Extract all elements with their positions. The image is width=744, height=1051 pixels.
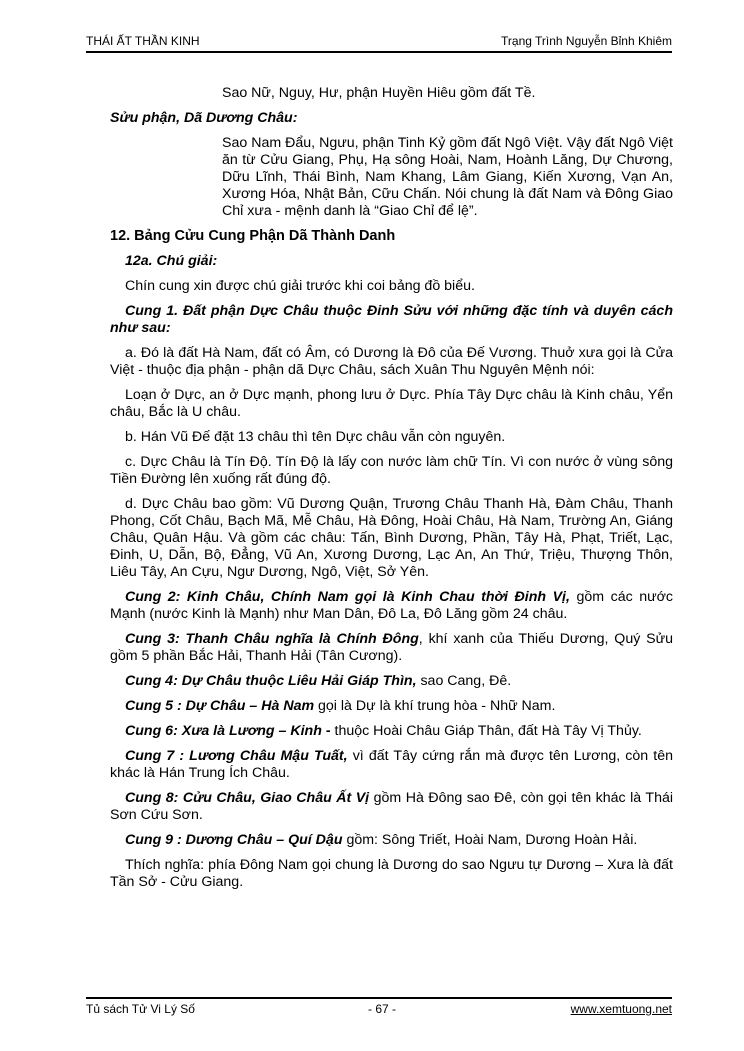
- cung-8: [110, 790, 673, 824]
- paragraph: a. Đó là đất Hà Nam, đất có Âm, có Dương là Đô của Đế Vương. Thuở xưa gọi là Cửa Việt - thuộc địa phận - phận dã Dực Châu, sách Xuân Thu Nguyên Mệnh nói:: [110, 345, 673, 378]
- paragraph: Sao Nữ, Nguy, Hư, phận Huyền Hiêu gồm đất Tề.: [222, 85, 536, 101]
- cung-4: [110, 673, 673, 690]
- paragraph: b. Hán Vũ Đế đặt 13 châu thì tên Dực châu vẫn còn nguyên.: [125, 429, 506, 445]
- cung-7-text: vì đất Tây cứng rắn mà được tên Lương, còn tên khác là Hán Trung Ích Châu.: [110, 748, 673, 781]
- paragraph: Thích nghĩa: phía Đông Nam gọi chung là Dương do sao Ngưu tự Dương – Xưa là đất Tần Sở - Cửu Giang.: [110, 857, 673, 890]
- section-heading: 12. Bảng Cửu Cung Phận Dã Thành Danh: [110, 228, 396, 244]
- paragraph: Chín cung xin được chú giải trước khi coi bảng đồ biểu.: [125, 278, 475, 294]
- cung-1-heading: Cung 1. Đất phận Dực Châu thuộc Đinh Sửu với những đặc tính và duyên cách như sau:: [110, 303, 673, 336]
- cung-2-text: gồm các nước Mạnh (nước Kinh là Mạnh) như Man Dân, Đô La, Đô Lăng gồm 24 châu.: [110, 589, 673, 622]
- cung-7: [110, 748, 673, 782]
- cung-4-title: Cung 4: Dự Châu thuộc Liêu Hải Giáp Thìn,: [125, 673, 417, 689]
- cung-9: [110, 832, 673, 849]
- paragraph: c. Dực Châu là Tín Độ. Tín Độ là lấy con nước làm chữ Tín. Vì con nước ở vùng sông Tiền Đường lên xuống rất đúng độ.: [110, 454, 673, 487]
- cung-7-title: Cung 7 : Lương Châu Mậu Tuất,: [125, 748, 348, 764]
- cung-6-text: thuộc Hoài Châu Giáp Thân, đất Hà Tây Vị Thủy.: [330, 723, 642, 739]
- subheading: Sửu phận, Dã Dương Châu:: [110, 110, 298, 126]
- cung-5: [110, 698, 673, 715]
- cung-6-title: Cung 6: Xưa là Lương – Kinh -: [125, 723, 331, 739]
- cung-3-text: , khí xanh của Thiếu Dương, Quý Sửu gồm 5 phần Bắc Hải, Thanh Hải (Tân Cương).: [110, 631, 673, 664]
- paragraph: Loạn ở Dực, an ở Dực mạnh, phong lưu ở Dực. Phía Tây Dực châu là Kinh châu, Yển châu, Bắc là U châu.: [110, 387, 673, 420]
- header-book-title: THÁI ẤT THẦN KINH: [86, 34, 200, 48]
- cung-5-text: gọi là Dự là khí trung hòa - Nhữ Nam.: [314, 698, 556, 714]
- page-number: - 67 -: [368, 1002, 397, 1016]
- cung-4-text: sao Cang, Đê.: [416, 673, 512, 689]
- cung-8-title: Cung 8: Cửu Châu, Giao Châu Ất Vị: [125, 790, 370, 806]
- paragraph: d. Dực Châu bao gồm: Vũ Dương Quận, Trương Châu Thanh Hà, Đàm Châu, Thanh Phong, Cốt Châu, Bạch Mã, Mễ Châu, Hà Đông, Hoài Châu, Hà Nam, Trường An, Giáng Châu, Quân Hậu. Và gồm các châu: Tấn, Bình Dương, Phần, Tây Hà, Phạt, Triết, Lạc, Đinh, U, Dẫn, Bộ, Đẳng, Vũ An, Xương Dương, Lạc An, An Thứ, Triệu, Thượng Thôn, Liêu Tây, An Cựu, Ngư Dương, Ngô, Việt, Sở Yên.: [110, 496, 673, 580]
- subsection-heading: 12a. Chú giải:: [125, 253, 218, 269]
- cung-3: [110, 631, 673, 665]
- footer-series: Tủ sách Tử Vi Lý Số: [86, 1002, 195, 1016]
- footer-website-link[interactable]: www.xemtuong.net: [570, 1002, 672, 1016]
- page-body: [110, 85, 673, 899]
- cung-2: [110, 589, 673, 623]
- cung-6: [110, 723, 673, 740]
- cung-9-text: gồm: Sông Triết, Hoài Nam, Dương Hoàn Hải.: [342, 832, 638, 848]
- cung-8-text: gồm Hà Đông sao Đê, còn gọi tên khác là Thái Sơn Cứu Sơn.: [110, 790, 673, 823]
- cung-2-title: Cung 2: Kinh Châu, Chính Nam gọi là Kinh Chau thời Đinh Vị,: [125, 589, 570, 605]
- page-footer: [86, 997, 672, 1019]
- cung-3-title: Cung 3: Thanh Châu nghĩa là Chính Đông: [125, 631, 419, 647]
- cung-5-title: Cung 5 : Dự Châu – Hà Nam: [125, 698, 315, 714]
- page-header: [86, 33, 672, 53]
- paragraph: Sao Nam Đẩu, Ngưu, phận Tinh Kỷ gồm đất Ngô Việt. Vậy đất Ngô Việt ăn từ Cửu Giang, Phụ, Hạ sông Hoài, Nam, Hoành Lăng, Dự Chương, Dữu Lĩnh, Thái Bình, Nam Khang, Lâm Giang, Kiến Xương, Vạn An, Xương Hóa, Nhật Bản, Cữu Chấn. Nói chung là đất Nam và Đông Giao Chỉ xưa - mệnh danh là “Giao Chỉ để lệ”.: [222, 135, 673, 219]
- header-author: Trạng Trình Nguyễn Bỉnh Khiêm: [501, 34, 672, 48]
- cung-9-title: Cung 9 : Dương Châu – Quí Dậu: [125, 832, 343, 848]
